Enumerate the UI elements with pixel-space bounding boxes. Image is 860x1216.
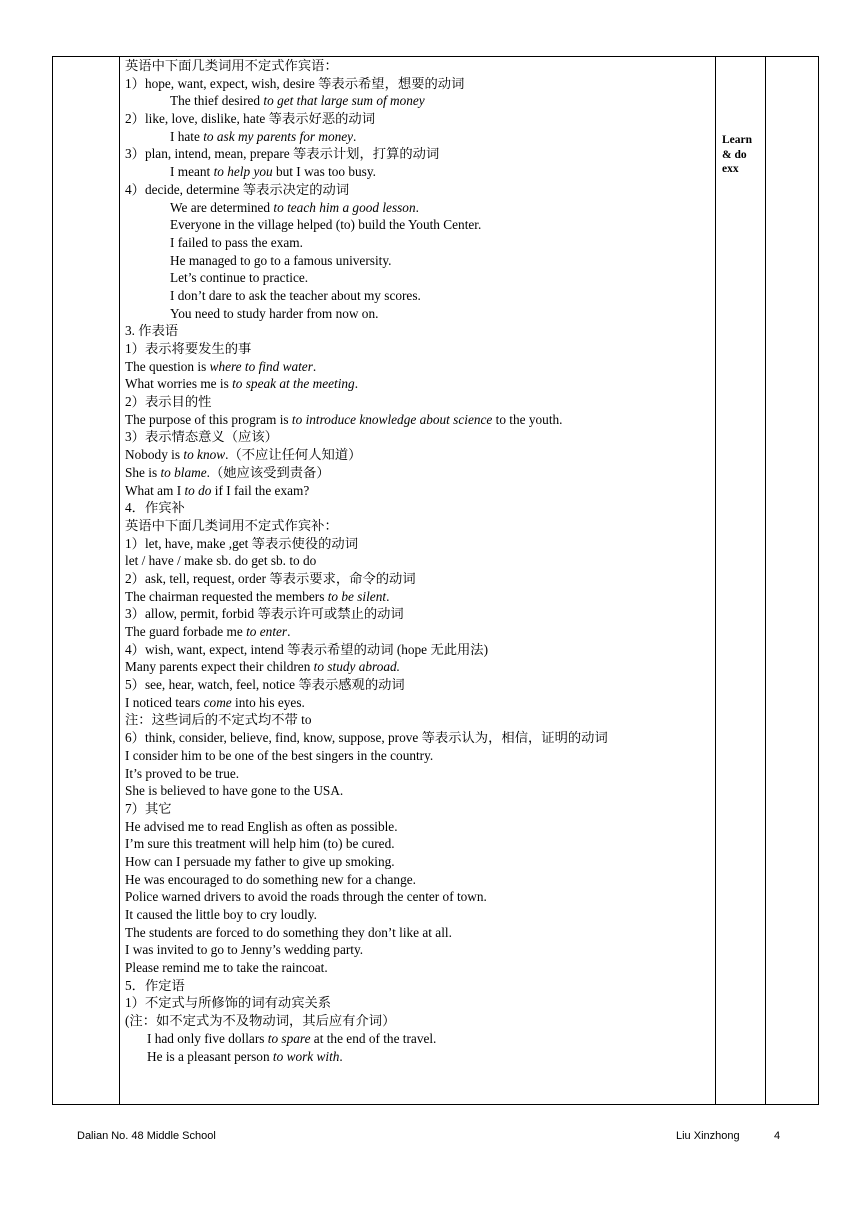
text-line <box>120 57 712 75</box>
italic-example: to know <box>183 447 226 463</box>
text-segment: 英语中下面几类词用不定式作宾语： <box>125 58 338 73</box>
text-segment: She is <box>125 464 161 480</box>
text-line <box>120 711 712 729</box>
text-line <box>120 924 712 942</box>
text-line <box>120 941 712 959</box>
text-segment: Please remind me to take the raincoat. <box>125 960 328 976</box>
italic-example: to do <box>184 482 212 498</box>
text-segment: The purpose of this program is <box>125 411 292 427</box>
text-segment: We are determined <box>170 199 274 215</box>
text-line <box>120 199 712 217</box>
text-segment: .（她应该受到责备） <box>206 464 330 480</box>
text-segment: 5．作定语 <box>125 977 185 993</box>
text-line <box>120 1012 712 1030</box>
italic-example: to spare <box>267 1030 311 1046</box>
text-segment: 2）表示目的性 <box>125 394 212 410</box>
text-segment: I had only five dollars <box>147 1030 268 1046</box>
text-segment: It’s proved to be true. <box>125 765 240 781</box>
text-segment: Police warned drivers to avoid the roads through the center of town. <box>125 889 487 905</box>
text-segment: 3）plan, intend, mean, prepare 等表示计划，打算的动词 <box>125 146 440 162</box>
italic-example: to teach him a good lesson <box>273 199 416 215</box>
text-line <box>120 393 712 411</box>
text-segment: 4．作宾补 <box>125 500 185 516</box>
text-segment: 3. 作表语 <box>125 323 179 339</box>
text-segment: . <box>415 199 419 215</box>
text-segment: 5）see, hear, watch, feel, notice 等表示感观的动词 <box>125 677 405 693</box>
text-segment: . <box>353 128 357 144</box>
text-line <box>120 358 712 376</box>
text-line <box>120 163 712 181</box>
text-segment: 7）其它 <box>125 800 172 816</box>
italic-example: where to find water <box>209 358 313 374</box>
text-segment: How can I persuade my father to give up smoking. <box>125 853 395 869</box>
italic-example: to blame <box>160 464 207 480</box>
text-line <box>120 800 712 818</box>
text-line <box>120 818 712 836</box>
text-segment: He managed to go to a famous university. <box>170 252 392 268</box>
side-note <box>722 133 764 177</box>
text-segment: It caused the little boy to cry loudly. <box>125 907 317 922</box>
text-segment: What am I <box>125 482 185 498</box>
text-segment: Nobody is <box>125 447 184 463</box>
text-segment: (注：如不定式为不及物动词，其后应有介词） <box>125 1013 396 1029</box>
text-line <box>120 641 712 659</box>
text-segment: 1）let, have, make ,get 等表示使役的动词 <box>125 535 359 551</box>
text-segment: I noticed tears <box>125 694 204 710</box>
italic-example: to help you <box>213 164 273 180</box>
text-line <box>120 499 712 517</box>
text-line <box>120 994 712 1012</box>
italic-example: to ask my parents for money <box>203 128 354 144</box>
text-segment: He was encouraged to do something new for a change. <box>125 871 416 887</box>
text-segment: . <box>287 624 291 639</box>
text-segment: . <box>312 358 317 374</box>
column-divider <box>715 57 716 1104</box>
text-line <box>120 375 712 393</box>
text-segment: 4）wish, want, expect, intend 等表示希望的动词 (hope 无此用法) <box>125 641 489 657</box>
text-segment: I meant <box>170 164 214 180</box>
text-line <box>120 747 712 765</box>
text-segment: The guard forbade me <box>125 624 247 639</box>
text-segment: You need to study harder from now on. <box>170 305 379 321</box>
text-segment: 2）ask, tell, request, order 等表示要求，命令的动词 <box>125 570 416 586</box>
side-note-line: & do <box>722 148 747 161</box>
text-line <box>120 535 712 553</box>
text-line <box>120 694 712 712</box>
text-line <box>120 305 712 323</box>
italic-example: come <box>203 694 232 710</box>
footer-author: Liu Xinzhong <box>676 1130 740 1142</box>
text-segment: I failed to pass the exam. <box>170 234 303 250</box>
text-line <box>120 871 712 889</box>
text-segment: . <box>386 588 390 604</box>
text-line <box>120 252 712 270</box>
text-segment: 1）不定式与所修饰的词有动宾关系 <box>125 995 332 1011</box>
text-line <box>120 145 712 163</box>
text-segment: 英语中下面几类词用不定式作宾补： <box>125 517 338 533</box>
text-line <box>120 411 712 429</box>
text-segment: I consider him to be one of the best singers in the country. <box>125 747 434 763</box>
text-segment: into his eyes. <box>231 694 305 710</box>
text-segment: I’m sure this treatment will help him (to) be cured. <box>125 836 395 852</box>
text-line <box>120 75 712 93</box>
italic-example: to get that large sum of money <box>263 93 425 109</box>
text-segment: but I was too busy. <box>272 164 376 180</box>
text-segment: 1）表示将要发生的事 <box>125 341 252 356</box>
lesson-content <box>120 57 712 1065</box>
text-line <box>120 623 712 641</box>
text-line <box>120 552 712 570</box>
side-note-line: exx <box>722 163 739 175</box>
italic-example: to work with <box>272 1048 340 1064</box>
footer-page-number: 4 <box>774 1130 781 1142</box>
text-line <box>120 959 712 977</box>
text-line <box>120 658 712 676</box>
text-line <box>120 1030 712 1048</box>
text-segment: The thief desired <box>170 93 264 109</box>
text-line <box>120 216 712 234</box>
text-segment: 1）hope, want, expect, wish, desire 等表示希望，想要的动词 <box>125 75 465 91</box>
text-line <box>120 765 712 783</box>
text-segment: . <box>354 376 359 392</box>
italic-example: to introduce knowledge about science <box>291 411 493 427</box>
italic-example: to study abroad. <box>313 659 400 675</box>
text-segment: 注：这些词后的不定式均不带 to <box>125 712 312 728</box>
footer-school: Dalian No. 48 Middle School <box>77 1130 216 1142</box>
text-line <box>120 92 712 110</box>
text-line <box>120 517 712 535</box>
text-line <box>120 853 712 871</box>
text-line <box>120 446 712 464</box>
text-segment: let / have / make sb. do get sb. to do <box>125 553 317 569</box>
text-line <box>120 340 712 358</box>
text-segment: I hate <box>170 128 204 144</box>
text-segment: 2）like, love, dislike, hate 等表示好恶的动词 <box>125 111 376 127</box>
column-divider <box>765 57 766 1104</box>
text-line <box>120 906 712 924</box>
text-line <box>120 287 712 305</box>
text-line <box>120 428 712 446</box>
text-line <box>120 588 712 606</box>
text-segment: He advised me to read English as often as possible. <box>125 818 398 834</box>
text-line <box>120 482 712 500</box>
text-line <box>120 570 712 588</box>
text-segment: What worries me is <box>125 376 233 392</box>
text-segment: He is a pleasant person <box>147 1048 273 1064</box>
text-segment: The question is <box>125 358 210 374</box>
text-segment: The students are forced to do something they don’t like at all. <box>125 924 452 940</box>
italic-example: to speak at the meeting <box>232 376 355 392</box>
text-segment: if I fail the exam? <box>211 482 310 498</box>
text-line <box>120 128 712 146</box>
text-segment: I was invited to go to Jenny’s wedding party. <box>125 942 364 958</box>
text-line <box>120 729 712 747</box>
text-segment: .（不应让任何人知道） <box>225 447 362 463</box>
text-line <box>120 181 712 199</box>
text-segment: 3）表示情态意义（应该） <box>125 429 278 445</box>
text-line <box>120 977 712 995</box>
text-line <box>120 269 712 287</box>
side-note-line: Learn <box>722 134 753 146</box>
text-segment: She is believed to have gone to the USA. <box>125 783 344 799</box>
text-line <box>120 676 712 694</box>
text-line <box>120 1048 712 1066</box>
italic-example: to enter <box>246 624 288 639</box>
text-segment: Everyone in the village helped (to) build the Youth Center. <box>170 217 482 233</box>
text-line <box>120 605 712 623</box>
text-segment: I don’t dare to ask the teacher about my scores. <box>170 287 421 303</box>
text-segment: 6）think, consider, believe, find, know, suppose, prove 等表示认为，相信，证明的动词 <box>125 730 608 746</box>
text-line <box>120 110 712 128</box>
text-line <box>120 322 712 340</box>
italic-example: to be silent <box>327 588 387 604</box>
text-segment: Let’s continue to practice. <box>170 270 309 286</box>
text-segment: at the end of the travel. <box>310 1030 437 1046</box>
text-segment: . <box>339 1048 343 1064</box>
text-segment: 3）allow, permit, forbid 等表示许可或禁止的动词 <box>125 606 404 622</box>
text-segment: to the youth. <box>492 411 563 427</box>
text-segment: Many parents expect their children <box>125 659 314 675</box>
text-line <box>120 888 712 906</box>
text-line <box>120 464 712 482</box>
text-segment: The chairman requested the members <box>125 588 328 604</box>
text-line <box>120 835 712 853</box>
text-line <box>120 234 712 252</box>
text-line <box>120 782 712 800</box>
text-segment: 4）decide, determine 等表示决定的动词 <box>125 181 350 197</box>
